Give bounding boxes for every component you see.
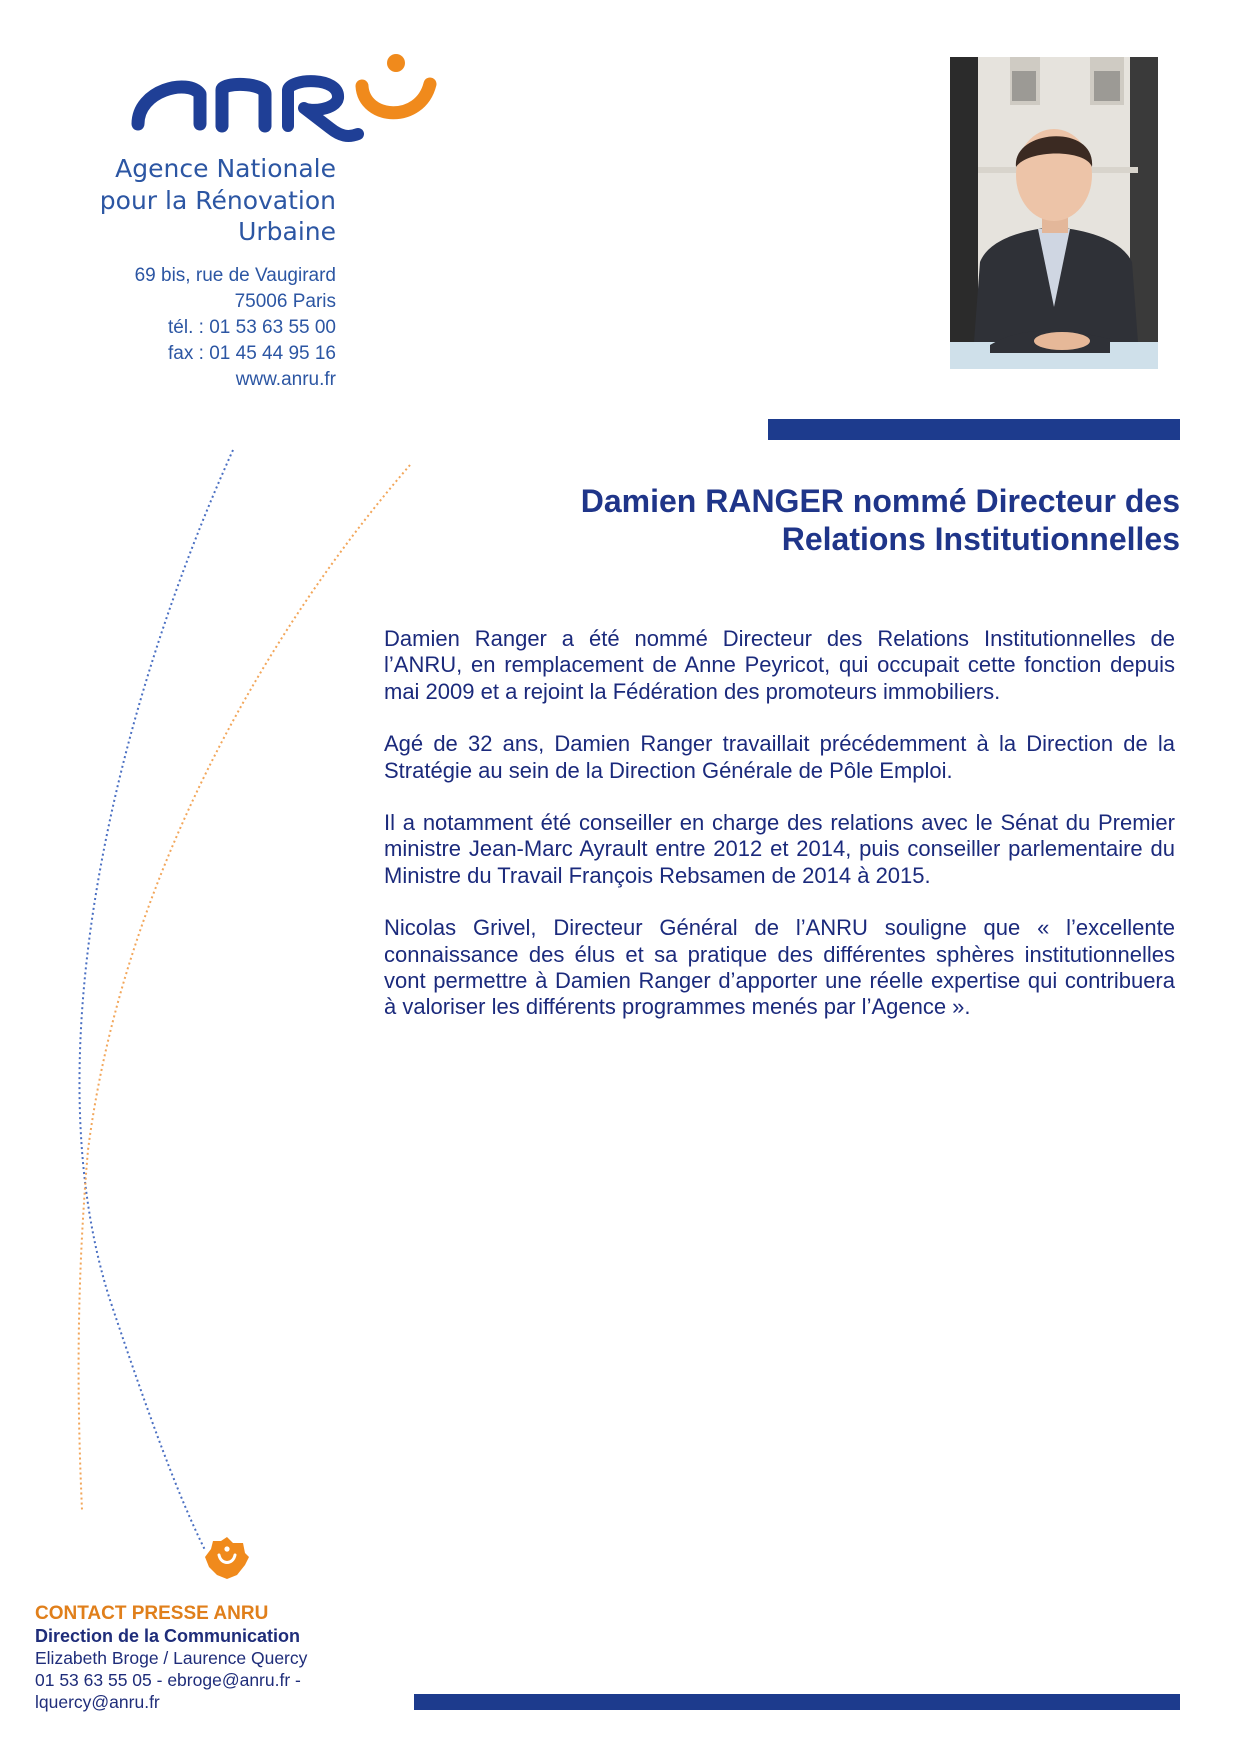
address-tel: tél. : 01 53 63 55 00 [168,317,336,338]
body-paragraph-3: Il a notamment été conseiller en charge des relations avec le Sénat du Premier ministre Jean-Marc Ayrault entre 2012 et 2014, puis conseiller parlementaire du Ministre du Travail François Rebsamen de 2014 à 2015. [384,810,1175,888]
body-paragraph-1: Damien Ranger a été nommé Directeur des Relations Institutionnelles de l’ANRU, en remplacement de Anne Peyricot, qui occupait cette fonction depuis mai 2009 et a rejoint la Fédération des promoteurs immobiliers. [384,626,1175,704]
headline-line-1: Damien RANGER nommé Directeur des [580,483,1180,519]
contact-email-2[interactable]: lquercy@anru.fr [35,1692,160,1712]
address-city: 75006 Paris [234,291,336,312]
headline-line-2: Relations Institutionnelles [781,521,1180,557]
contact-title: CONTACT PRESSE ANRU [35,1603,269,1624]
anru-emblem-icon [205,1535,249,1579]
address-web[interactable]: www.anru.fr [235,369,336,390]
body-paragraph-4: Nicolas Grivel, Directeur Général de l’ANRU souligne que « l’excellente connaissance des élus et sa pratique des différentes sphères institutionnelles vont permettre à Damien Ranger d’apporter une réelle expertise qui contribuera à valoriser les différents programmes menés par l’Agence ». [384,915,1175,1020]
contact-phone-email[interactable]: 01 53 63 55 05 - ebroge@anru.fr - [35,1670,301,1690]
footer-accent-bar [414,1694,1180,1710]
agency-name-line-3: Urbaine [238,217,336,246]
agency-name-line-2: pour la Rénovation [99,185,336,215]
press-release-body [384,626,1175,1047]
agency-name-line-1: Agence Nationale [115,154,336,183]
press-contact-block [35,1603,355,1713]
press-release-headline [500,482,1180,558]
body-paragraph-2: Agé de 32 ans, Damien Ranger travaillait précédemment à la Direction de la Stratégie au sein de la Direction Générale de Pôle Emploi. [384,731,1175,783]
contact-department: Direction de la Communication [35,1626,301,1646]
address-street: 69 bis, rue de Vaugirard [134,265,336,286]
contact-names: Elizabeth Broge / Laurence Quercy [35,1648,308,1668]
header-accent-bar [768,419,1180,440]
address-fax: fax : 01 45 44 95 16 [168,343,336,364]
